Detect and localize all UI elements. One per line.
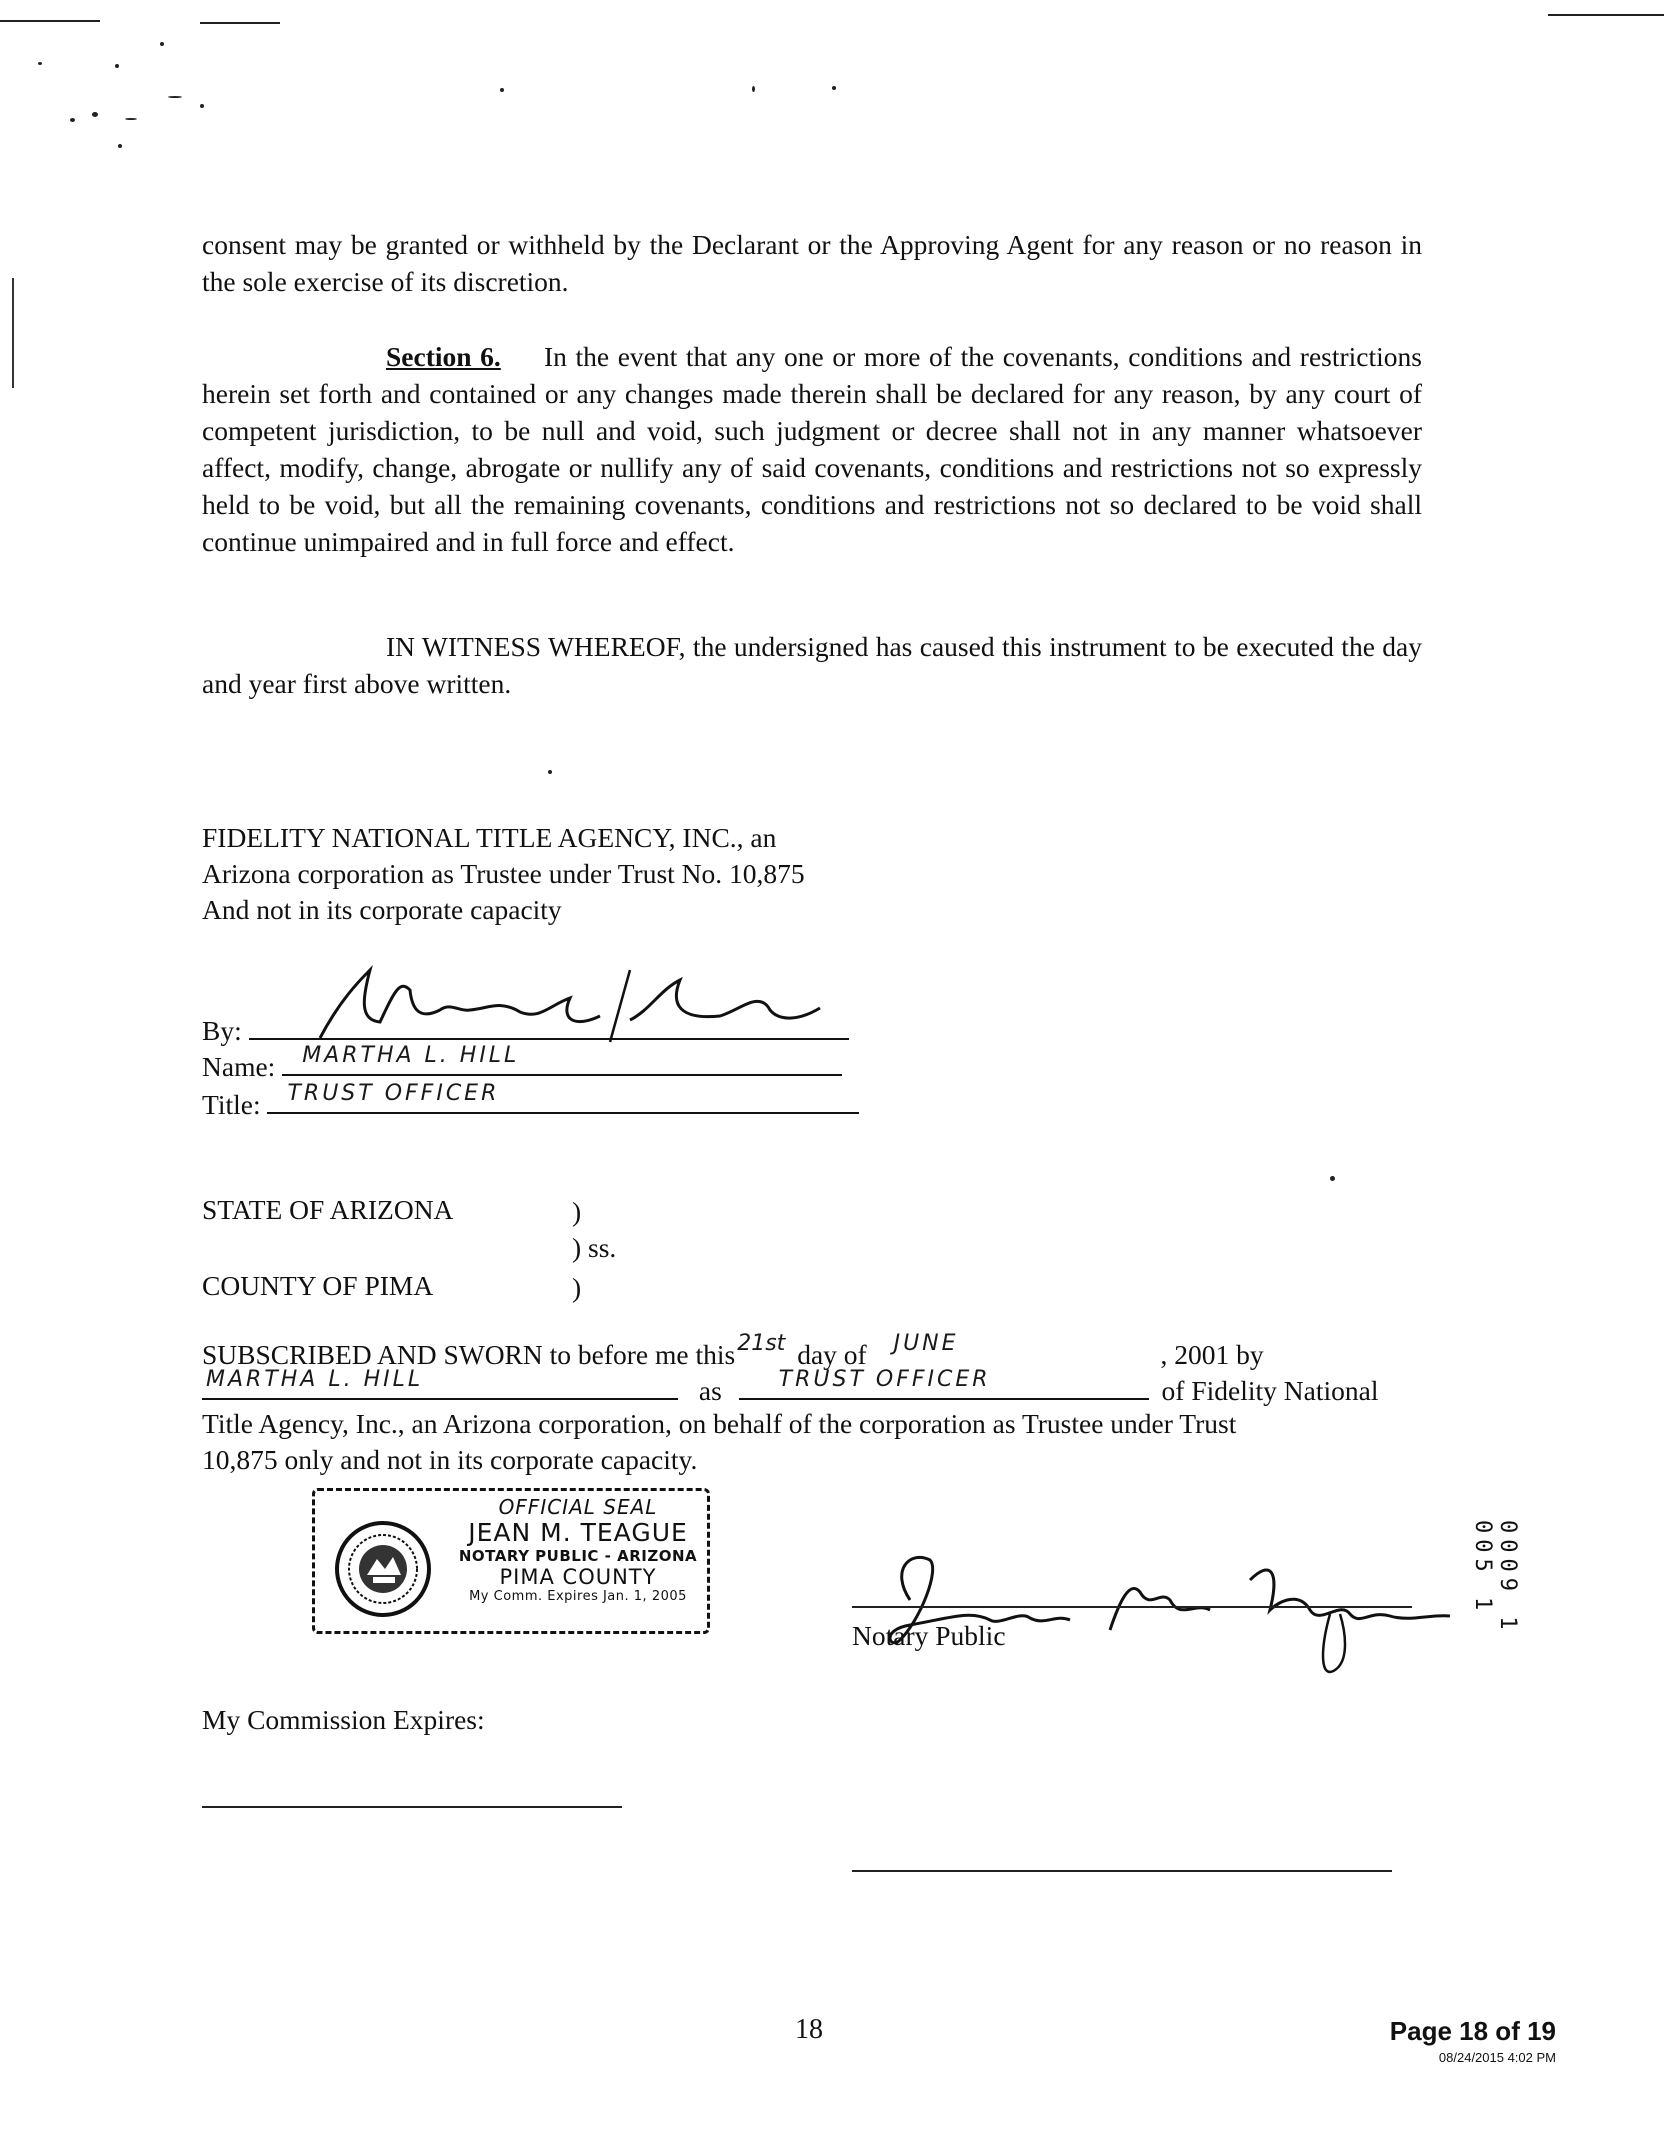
by-label: By: xyxy=(202,1015,242,1046)
jurat-month-handwritten: JUNE xyxy=(893,1331,959,1356)
jurat-of-fidelity: of Fidelity National xyxy=(1161,1375,1379,1406)
signatory-title-handwritten: TRUST OFFICER xyxy=(287,1081,500,1106)
print-timestamp: 08/24/2015 4:02 PM xyxy=(1438,2050,1556,2065)
name-field xyxy=(282,1044,842,1076)
notary-public-label: Notary Public xyxy=(852,1620,1006,1651)
scan-speck xyxy=(118,144,122,148)
seal-expiration: My Comm. Expires Jan. 1, 2005 xyxy=(469,1589,687,1604)
scan-mark-left-margin xyxy=(12,278,14,388)
jurat-name-handwritten: MARTHA L. HILL xyxy=(206,1367,424,1392)
signatory-line-1: FIDELITY NATIONAL TITLE AGENCY, INC., an xyxy=(202,822,777,853)
commission-expires-line xyxy=(202,1806,622,1808)
scan-speck xyxy=(125,118,137,120)
scan-speck xyxy=(160,42,164,46)
scan-speck xyxy=(752,86,755,92)
scan-speck xyxy=(115,64,119,68)
jurat-year: , 2001 by xyxy=(1160,1339,1264,1370)
commission-expires-label: My Commission Expires: xyxy=(202,1704,485,1735)
notary-seal-stamp xyxy=(312,1488,710,1634)
scan-speck xyxy=(548,770,552,774)
scan-mark-top-left xyxy=(0,20,100,22)
notary-signature xyxy=(850,1530,1490,1680)
seal-official: OFFICIAL SEAL xyxy=(498,1495,658,1519)
jurat-as: as xyxy=(698,1375,722,1406)
jurat-day-handwritten: 21st xyxy=(737,1331,786,1356)
scan-speck xyxy=(500,88,504,92)
title-field xyxy=(267,1082,859,1114)
paragraph-section-6 xyxy=(202,338,1422,560)
notary-signature-line xyxy=(852,1606,1412,1608)
seal-county: PIMA COUNTY xyxy=(499,1565,657,1589)
page-of-count: Page 18 of 19 xyxy=(1389,2016,1556,2046)
scan-speck xyxy=(1330,1176,1335,1181)
jurat-line-2 xyxy=(202,1367,1432,1409)
scan-speck xyxy=(832,86,836,90)
scan-speck xyxy=(38,62,42,65)
scan-mark-top-left-2 xyxy=(200,22,280,24)
signatory-name-handwritten: MARTHA L. HILL xyxy=(302,1043,520,1068)
signatory-line-3: And not in its corporate capacity xyxy=(202,894,562,925)
venue-paren-2: ) xyxy=(572,1272,582,1303)
seal-notary-name: JEAN M. TEAGUE xyxy=(468,1518,688,1547)
arizona-seal-emblem-icon xyxy=(333,1519,433,1619)
jurat-capacity-handwritten: TRUST OFFICER xyxy=(778,1367,991,1392)
venue-ss: ) ss. xyxy=(572,1232,617,1263)
page-number: 18 xyxy=(795,2014,823,2045)
jurat-subscribed: SUBSCRIBED AND SWORN to before me this xyxy=(202,1339,736,1370)
title-label: Title: xyxy=(202,1089,261,1120)
scan-speck xyxy=(70,118,75,122)
scan-speck xyxy=(168,96,182,98)
scan-speck xyxy=(92,112,98,117)
jurat-line-4: 10,875 only and not in its corporate capacity. xyxy=(202,1444,698,1475)
venue-county: COUNTY OF PIMA xyxy=(202,1270,434,1301)
bottom-signature-line xyxy=(852,1870,1392,1872)
paragraph-witness: IN WITNESS WHEREOF, the undersigned has caused this instrument to be executed the day and year first above written. xyxy=(202,631,1422,699)
scan-mark-top-right xyxy=(1548,14,1664,16)
jurat-capacity-field xyxy=(739,1367,1149,1400)
seal-notary-public: NOTARY PUBLIC - ARIZONA xyxy=(458,1547,698,1565)
jurat-line-3: Title Agency, Inc., an Arizona corporation, on behalf of the corporation as Trustee under Trust xyxy=(202,1408,1237,1439)
signatory-line-2: Arizona corporation as Trustee under Trust No. 10,875 xyxy=(202,858,805,889)
paragraph-consent: consent may be granted or withheld by the Declarant or the Approving Agent for any reason or no reason in the sole exercise of its discretion. xyxy=(202,229,1422,297)
jurat-month-field xyxy=(874,1331,1114,1364)
jurat-day-of: day of xyxy=(797,1339,867,1370)
seal-text-block xyxy=(453,1495,703,1604)
jurat-day-field xyxy=(735,1331,797,1364)
section-6-heading: Section 6. xyxy=(386,341,501,372)
recording-side-code: 0009 1 005 1 xyxy=(1470,1520,1520,1636)
jurat-name-field xyxy=(202,1367,678,1400)
section-6-body: In the event that any one or more of the covenants, conditions and restrictions herein set forth and contained or any changes made therein shall be declared for any reason, by any court of competent jurisdiction, to be null and void, such judgment or decree shall not in any manner whatsoever affect, modify, change, abrogate or nullify any of said covenants, conditions and restrictions not so expressly held to be void, but all the remaining covenants, conditions and restrictions not so declared to be void shall continue unimpaired and in full force and effect. xyxy=(202,341,1422,557)
venue-state: STATE OF ARIZONA xyxy=(202,1194,454,1225)
scan-speck xyxy=(200,104,204,108)
signatory-entity xyxy=(202,820,922,928)
name-label: Name: xyxy=(202,1051,276,1082)
title-row xyxy=(202,1082,859,1123)
venue-paren-1: ) xyxy=(572,1196,582,1227)
